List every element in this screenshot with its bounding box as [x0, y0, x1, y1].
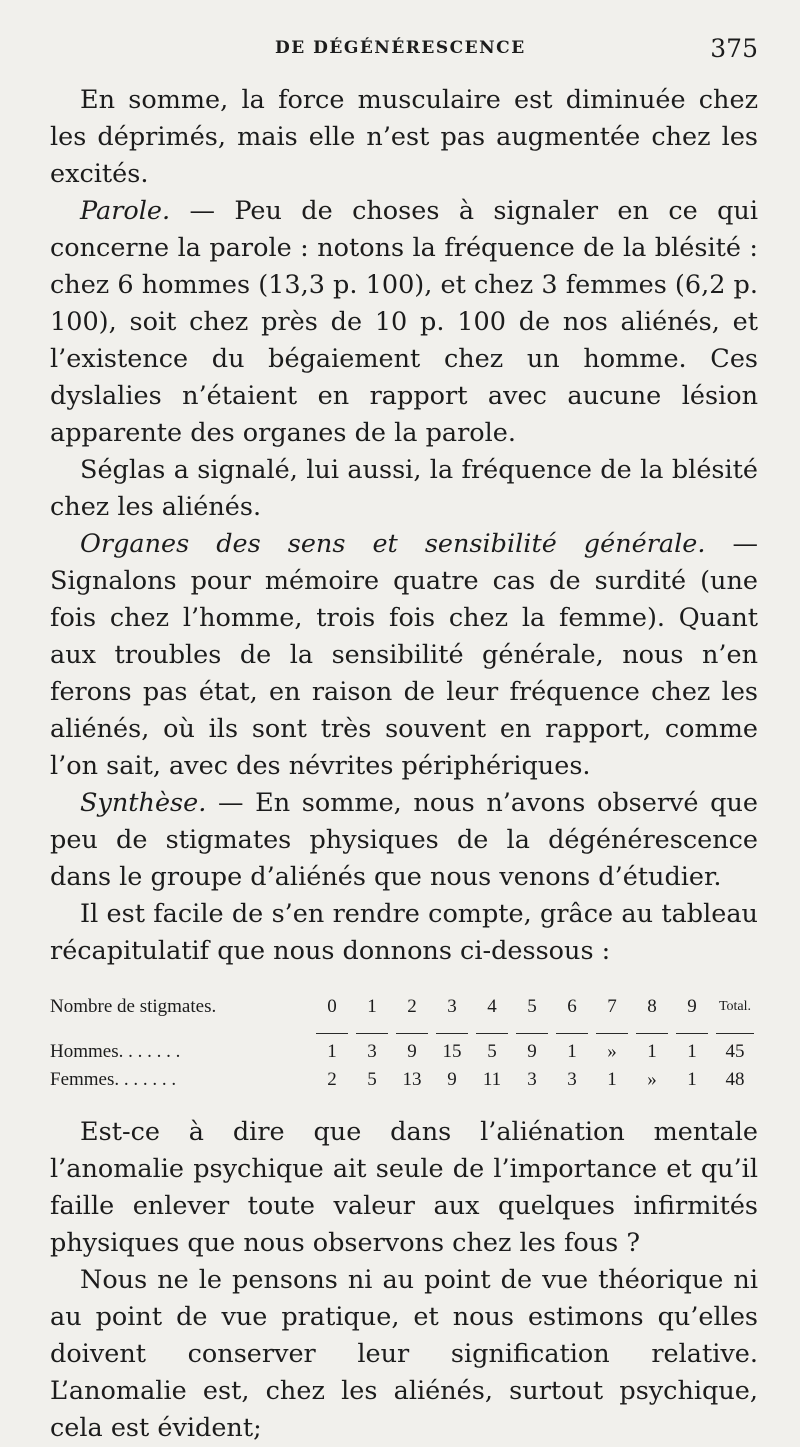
table-cell: 3	[567, 1069, 577, 1090]
table-row-hommes	[50, 1038, 758, 1066]
table-row-femmes	[50, 1066, 758, 1094]
table-column-header: 6	[567, 996, 577, 1017]
table-cell: 15	[442, 1041, 462, 1062]
column-rule	[436, 1033, 468, 1034]
paragraph-seglas	[50, 452, 758, 526]
table-cell: 1	[567, 1041, 577, 1062]
column-rule	[596, 1033, 628, 1034]
table-column-header: 0	[327, 996, 337, 1017]
table-rule-row	[50, 1024, 758, 1038]
paragraph-signification	[50, 1262, 758, 1447]
paragraph-text: Séglas a signalé, lui aussi, la fréquence de la blésité chez les aliénés.	[50, 455, 758, 522]
paragraph-text: Est-ce à dire que dans l’aliénation mentale l’anomalie psychique ait seule de l’importance et qu’il faille enlever toute valeur aux quelques infirmités physiques que nous observons chez les fous ?	[50, 1117, 758, 1258]
table-cell: 3	[367, 1041, 377, 1062]
section-lead-organes: Organes des sens et sensibilité générale.	[80, 529, 706, 559]
table-cell: 11	[482, 1069, 502, 1090]
table-cell: 1	[327, 1041, 337, 1062]
table-cell: 1	[607, 1069, 617, 1090]
column-rule	[396, 1033, 428, 1034]
table-column-header: 3	[447, 996, 457, 1017]
column-rule	[676, 1033, 708, 1034]
paragraph-text: — Peu de choses à signaler en ce qui concerne la parole : notons la fréquence de la blésité : chez 6 hommes (13,3 p. 100), et chez 3 femmes (6,2 p. 100), soit chez près de 10 p. 100 de nos aliénés, et l’existence du bégaiement chez un homme. Ces dyslalies n’étaient en rapport avec aucune lésion apparente des organes de la parole.	[50, 196, 758, 448]
table-cell: 5	[487, 1041, 497, 1062]
table-column-header: 8	[647, 996, 657, 1017]
column-rule	[516, 1033, 548, 1034]
running-title: DE DÉGÉNÉRESCENCE	[275, 38, 526, 58]
table-cell: 9	[527, 1041, 537, 1062]
column-rule	[716, 1033, 754, 1034]
table-total-header: Total.	[718, 999, 752, 1014]
table-cell: 13	[402, 1069, 422, 1090]
table-cell: 9	[407, 1041, 417, 1062]
paragraph-text: En somme, la force musculaire est diminuée chez les déprimés, mais elle n’est pas augmentée chez les excités.	[50, 85, 758, 189]
table-cell: 9	[447, 1069, 457, 1090]
paragraph-synthese	[50, 785, 758, 896]
paragraph-text: — En somme, nous n’avons observé que peu de stigmates physiques de la dégénérescence dans le groupe d’aliénés que nous venons d’étudier.	[50, 788, 758, 892]
table-column-header: 9	[687, 996, 697, 1017]
table-column-header: 2	[407, 996, 417, 1017]
column-rule	[476, 1033, 508, 1034]
table-header-label: Nombre de stigmates.	[50, 996, 217, 1017]
paragraph-tableau-intro	[50, 896, 758, 970]
table-cell: 5	[367, 1069, 377, 1090]
paragraph-text: Nous ne le pensons ni au point de vue théorique ni au point de vue pratique, et nous estimons qu’elles doivent conserver leur signification relative. L’anomalie est, chez les aliénés, surtout psychique, cela est évident;	[50, 1265, 758, 1443]
column-rule	[636, 1033, 668, 1034]
table-cell: 1	[647, 1041, 657, 1062]
column-rule	[356, 1033, 388, 1034]
column-rule	[556, 1033, 588, 1034]
table-column-header: 5	[527, 996, 537, 1017]
row-total: 48	[725, 1069, 745, 1090]
page-header	[50, 30, 758, 82]
page-number: 375	[710, 34, 758, 63]
column-rule	[316, 1033, 348, 1034]
paragraph-text: — Signalons pour mémoire quatre cas de surdité (une fois chez l’homme, trois fois chez la femme). Quant aux troubles de la sensibilité générale, nous n’en ferons pas état, en raison de leur fréquence chez les aliénés, où ils sont très souvent en rapport, comme l’on sait, avec des névrites périphériques.	[50, 529, 759, 781]
section-lead-parole: Parole.	[80, 196, 171, 226]
table-cell: 2	[327, 1069, 337, 1090]
table-cell: 1	[687, 1069, 697, 1090]
paragraph-force-musculaire	[50, 82, 758, 193]
stigmata-table	[50, 990, 758, 1094]
table-column-header: 4	[487, 996, 497, 1017]
table-cell: 3	[527, 1069, 537, 1090]
table-cell: 1	[687, 1041, 697, 1062]
row-total: 45	[725, 1041, 745, 1062]
table-header-row	[50, 990, 758, 1024]
row-label: Hommes. . . . . . .	[50, 1041, 181, 1062]
table-column-header: 1	[367, 996, 377, 1017]
paragraph-text: Il est facile de s’en rendre compte, grâce au tableau récapitulatif que nous donnons ci-dessous :	[50, 899, 758, 966]
paragraph-organes-des-sens	[50, 526, 758, 785]
table-cell: »	[647, 1069, 657, 1090]
paragraph-alienation	[50, 1114, 758, 1262]
section-lead-synthese: Synthèse.	[80, 788, 207, 818]
paragraph-parole	[50, 193, 758, 452]
row-label: Femmes. . . . . . .	[50, 1069, 177, 1090]
table-cell: »	[607, 1041, 617, 1062]
table-column-header: 7	[607, 996, 617, 1017]
